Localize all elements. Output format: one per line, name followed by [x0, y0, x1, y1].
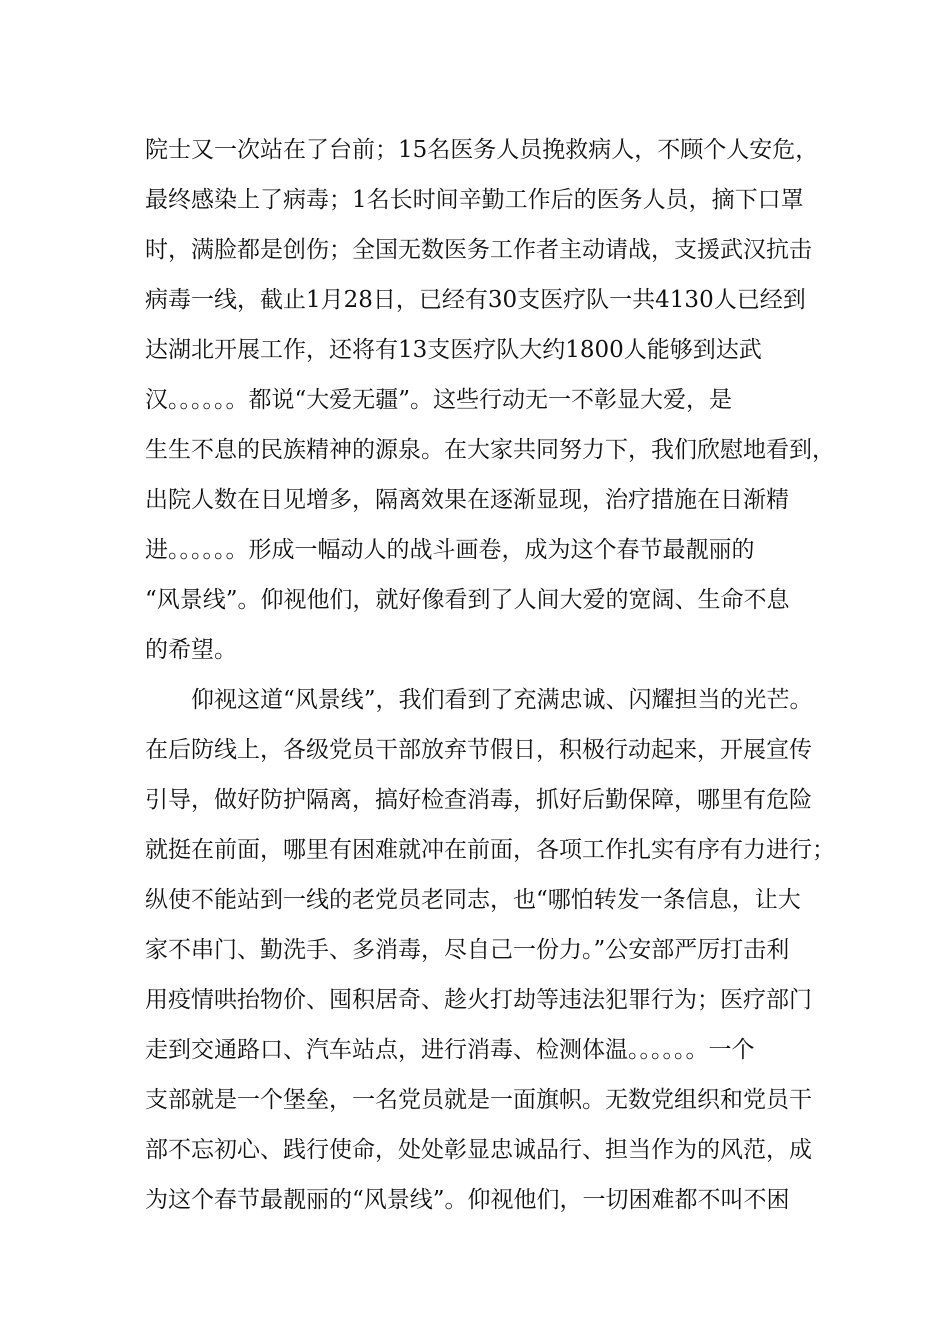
text-line: 时，满脸都是创伤；全国无数医务工作者主动请战，支援武汉抗击: [145, 237, 812, 263]
text-line: 为这个春节最靓丽的“风景线”。仰视他们，一切困难都不叫不困: [145, 1187, 790, 1213]
text-line: 走到交通路口、汽车站点，进行消毒、检测体温。。。。。。一个: [145, 1037, 755, 1063]
text-line: 最终感染上了病毒；1名长时间辛勤工作后的医务人员，摘下口罩: [145, 187, 804, 213]
text-line: 在后防线上，各级党员干部放弃节假日，积极行动起来，开展宣传: [145, 737, 812, 763]
text-line: 用疫情哄抬物价、囤积居奇、趁火打劫等违法犯罪行为；医疗部门: [145, 987, 812, 1013]
text-line: 的希望。: [145, 637, 237, 663]
text-line: 生生不息的民族精神的源泉。在大家共同努力下，我们欣慰地看到，: [145, 437, 835, 463]
text-line: 部不忘初心、践行使命，处处彰显忠诚品行、担当作为的风范，成: [145, 1137, 812, 1163]
paragraph-2: [145, 675, 835, 1225]
text-line: 病毒一线，截止1月28日，已经有30支医疗队一共4130人已经到: [145, 287, 806, 313]
text-line: 就挺在前面，哪里有困难就冲在前面，各项工作扎实有序有力进行；: [145, 837, 835, 863]
text-line: 出院人数在日见增多，隔离效果在逐渐显现，治疗措施在日渐精: [145, 487, 789, 513]
text-line: 达湖北开展工作，还将有13支医疗队大约1800人能够到达武: [145, 337, 762, 363]
text-line: “风景线”。仰视他们，就好像看到了人间大爱的宽阔、生命不息: [145, 587, 790, 613]
text-line: 进。。。。。。形成一幅动人的战斗画卷，成为这个春节最靓丽的: [145, 537, 755, 563]
text-line: 引导，做好防护隔离，搞好检查消毒，抓好后勤保障，哪里有危险: [145, 787, 812, 813]
text-line: 支部就是一个堡垒，一名党员就是一面旗帜。无数党组织和党员干: [145, 1087, 812, 1113]
text-line: 仰视这道“风景线”，我们看到了充满忠诚、闪耀担当的光芒。: [145, 687, 813, 713]
text-line: 纵使不能站到一线的老党员老同志，也“哪怕转发一条信息，让大: [145, 887, 801, 913]
text-line: 汉。。。。。。都说“大爱无疆”。这些行动无一不彰显大爱，是: [145, 387, 733, 413]
text-line: 院士又一次站在了台前；15名医务人员挽救病人，不顾个人安危，: [145, 137, 819, 163]
paragraph-1: [145, 125, 835, 675]
text-line: 家不串门、勤洗手、多消毒，尽自己一份力。”公安部严厉打击利: [145, 937, 790, 963]
